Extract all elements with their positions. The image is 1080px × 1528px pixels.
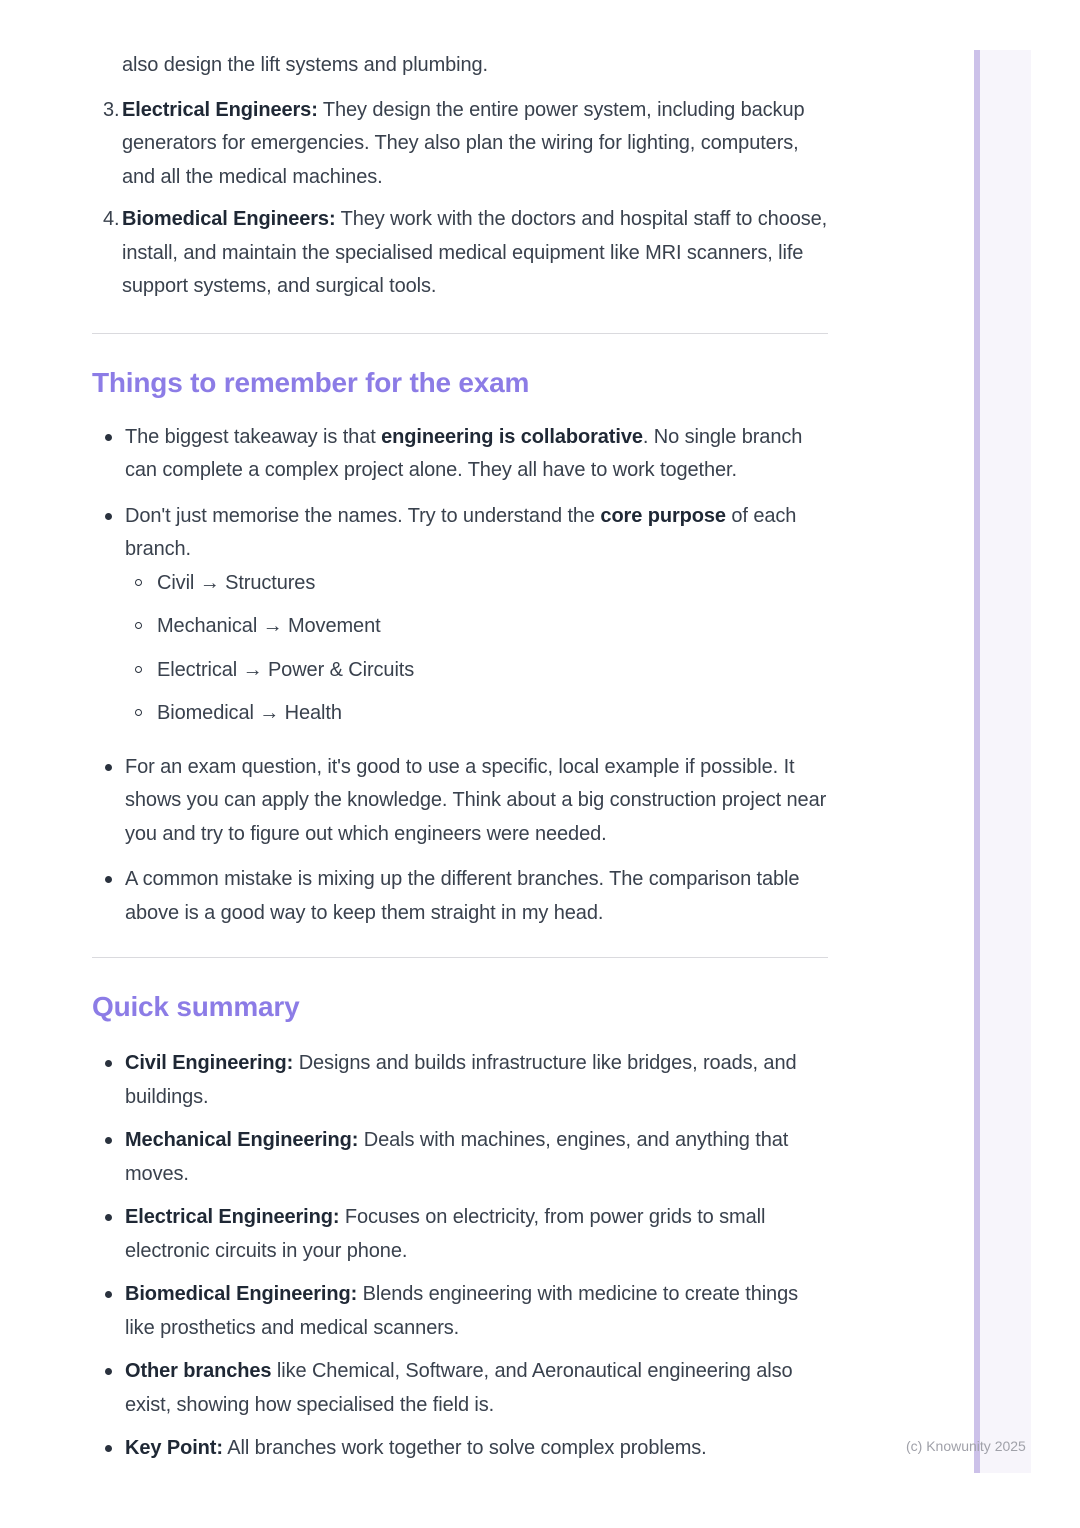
- item-text: [125, 751, 828, 852]
- exam-tips-section: [92, 365, 828, 931]
- numbered-list: [92, 94, 828, 304]
- sub-bullet-item: [125, 610, 828, 644]
- item-body: A common mistake is mixing up the different branches. The comparison table above is a good way to keep them straight in my head.: [125, 868, 800, 924]
- bullet-marker: [105, 1060, 112, 1067]
- item-body: The biggest takeaway is that: [125, 425, 382, 448]
- sub-item-text: Civil → Structures: [157, 571, 316, 594]
- bullet-item: [92, 500, 828, 731]
- section-divider: [92, 333, 828, 334]
- bullet-marker: [105, 434, 112, 441]
- sub-item-text: Biomedical → Health: [157, 702, 342, 724]
- item-bold-lead: Electrical Engineering:: [125, 1206, 340, 1228]
- quick-summary-list: [92, 1047, 828, 1466]
- item-body: Deals with machines, engines, and anything that moves.: [125, 1129, 789, 1185]
- item-body: Focuses on electricity, from power grids to small electronic circuits in your phone.: [125, 1206, 766, 1262]
- item-body: For an exam question, it's good to use a specific, local example if possible. It shows you can apply the knowledge. Think about a big construction project near you and try to figure out which engineers were needed.: [125, 755, 827, 845]
- bullet-marker: [105, 1137, 112, 1144]
- item-paragraph: [125, 500, 828, 567]
- bullet-item: [92, 863, 828, 930]
- item-body: All branches work together to solve complex problems.: [222, 1437, 707, 1459]
- item-body: Don't just memorise the names. Try to understand the: [125, 504, 601, 527]
- exam-tips-list: [92, 421, 828, 931]
- bullet-marker: [105, 764, 112, 771]
- item-text: [125, 421, 828, 488]
- item-body: like Chemical, Software, and Aeronautical engineering also exist, showing how specialised the field is.: [125, 1360, 793, 1416]
- side-accent-panel: [974, 50, 1031, 1473]
- item-number: 4.: [103, 208, 120, 230]
- sub-item-text: Electrical → Power & Circuits: [157, 658, 415, 681]
- bullet-item: [92, 751, 828, 852]
- bullet-item: [92, 1278, 828, 1345]
- bullet-marker: [105, 513, 112, 520]
- sub-bullet-marker: [135, 579, 142, 586]
- item-body: of each branch.: [125, 504, 797, 560]
- document-content: [92, 0, 828, 1476]
- branch-purpose-list: [125, 567, 828, 731]
- item-text: [125, 863, 828, 930]
- bullet-item: [92, 1355, 828, 1422]
- bullet-marker: [105, 1291, 112, 1298]
- item-bold-lead: Key Point:: [125, 1437, 223, 1459]
- numbered-item-continuation: also design the lift systems and plumbing.: [122, 54, 488, 76]
- item-text: [125, 1278, 828, 1345]
- bullet-item: [92, 1201, 828, 1268]
- item-number: 3.: [103, 98, 120, 121]
- bullet-marker: [105, 1368, 112, 1375]
- item-bold-lead: Mechanical Engineering:: [125, 1129, 359, 1151]
- bullet-item: [92, 1047, 828, 1114]
- item-body: Blends engineering with medicine to create things like prosthetics and medical scanners.: [125, 1283, 799, 1339]
- item-body: Designs and builds infrastructure like bridges, roads, and buildings.: [125, 1052, 797, 1108]
- item-body: They design the entire power system, including backup generators for emergencies. They also plan the wiring for lighting, computers, and all the medical machines.: [122, 98, 805, 188]
- item-bold-lead: Civil Engineering:: [125, 1052, 294, 1074]
- item-text: [125, 1355, 828, 1422]
- item-text: [122, 203, 828, 304]
- bullet-marker: [105, 1214, 112, 1221]
- item-text: [125, 1432, 828, 1466]
- sub-bullet-marker: [135, 709, 142, 716]
- bullet-marker: [105, 876, 112, 883]
- sub-item-text: Mechanical → Movement: [157, 615, 381, 637]
- numbered-item-electrical: [103, 94, 828, 195]
- copyright-watermark: (c) Knowunity 2025: [906, 1438, 1026, 1454]
- item-text: [122, 94, 828, 195]
- item-bold: engineering is collaborative: [381, 425, 643, 448]
- sub-bullet-item: [125, 697, 828, 731]
- item-bold: core purpose: [600, 504, 726, 527]
- item-bold-lead: Electrical Engineers:: [122, 98, 318, 121]
- item-bold-lead: Other branches: [125, 1360, 272, 1382]
- section-divider: [92, 957, 828, 958]
- item-bold-lead: Biomedical Engineers:: [122, 208, 336, 230]
- numbered-item-biomedical: [103, 203, 828, 304]
- item-text: [125, 1124, 828, 1191]
- sub-bullet-item: [125, 567, 828, 601]
- item-body: . No single branch can complete a complex project alone. They all have to work together.: [125, 425, 803, 481]
- bullet-item: [92, 1124, 828, 1191]
- bullet-marker: [105, 1445, 112, 1452]
- item-text: [125, 1201, 828, 1268]
- item-text: [125, 1047, 828, 1114]
- quick-summary-section: [92, 989, 828, 1466]
- sub-bullet-marker: [135, 666, 142, 673]
- bullet-item: [92, 1432, 828, 1466]
- exam-tips-heading: Things to remember for the exam: [92, 366, 530, 398]
- item-text: [125, 500, 828, 731]
- item-body: They work with the doctors and hospital staff to choose, install, and maintain the specialised medical equipment like MRI scanners, life support systems, and surgical tools.: [122, 208, 828, 297]
- quick-summary-heading: Quick summary: [92, 991, 300, 1022]
- item-bold-lead: Biomedical Engineering:: [125, 1283, 358, 1305]
- sub-bullet-item: [125, 654, 828, 688]
- sub-bullet-marker: [135, 622, 142, 629]
- bullet-item: [92, 421, 828, 488]
